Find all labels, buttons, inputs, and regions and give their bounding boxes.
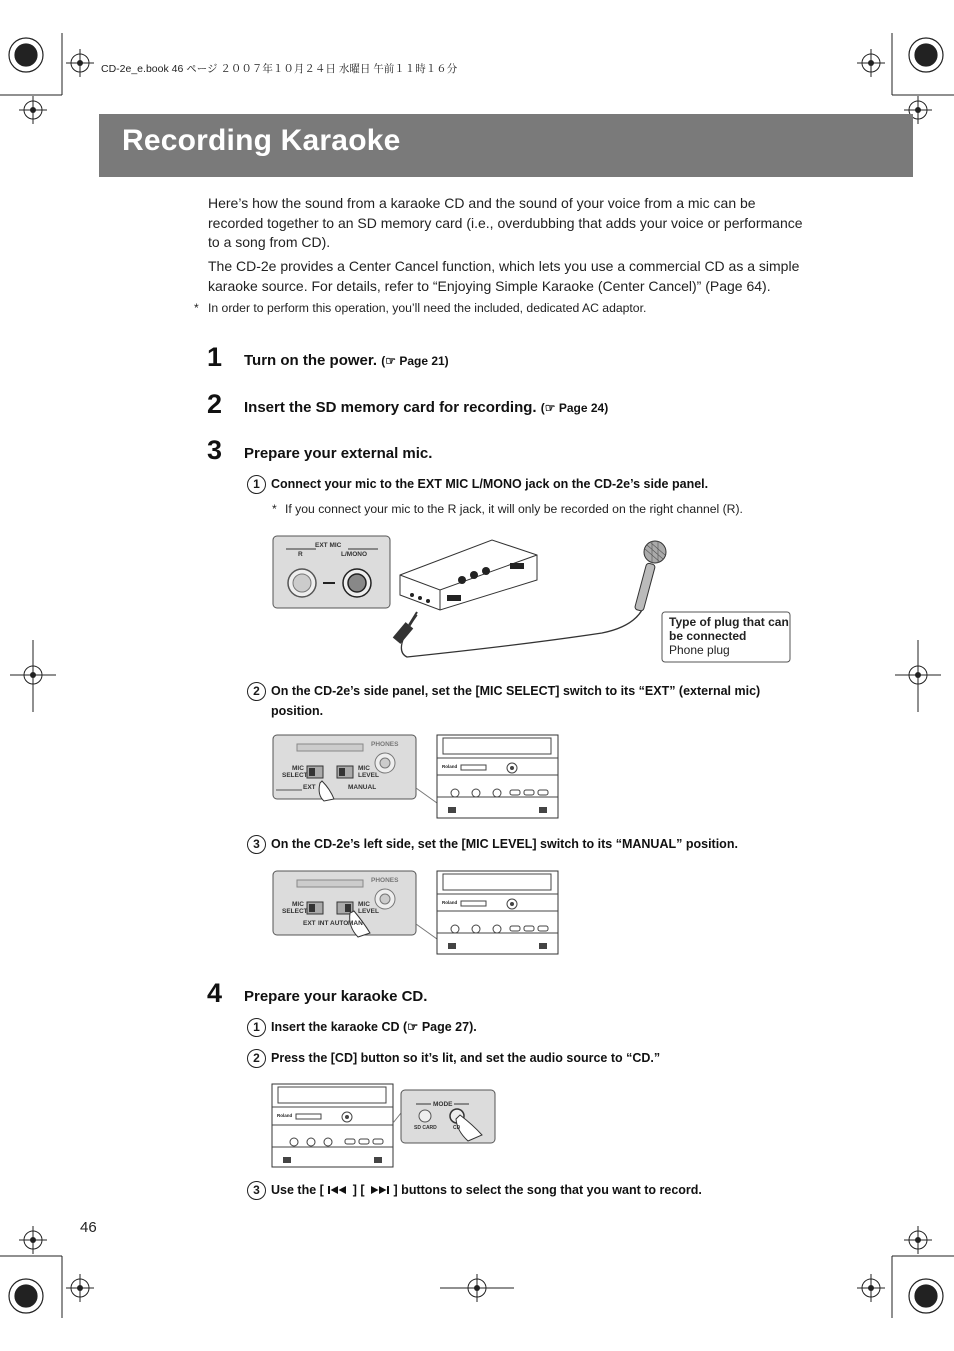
plug-callout-line2: be connected: [669, 629, 747, 643]
substep-4-2-marker: 2: [247, 1049, 266, 1068]
mode-cd-figure: [270, 1083, 500, 1169]
substep-3-1-note: If you connect your mic to the R jack, it will only be recorded on the right channel (R).: [285, 502, 743, 516]
manual-position-label: MANUAL: [348, 784, 377, 791]
mic-select-illustration: [272, 733, 562, 819]
next-track-icon: [368, 1181, 390, 1201]
sd-card-label: SD CARD: [414, 1125, 437, 1131]
substep-4-1-text: Insert the karaoke CD (☞ Page 27).: [271, 1020, 477, 1034]
mic-select-figure: [272, 733, 562, 819]
mode-cd-illustration: [270, 1083, 500, 1169]
page-title: Recording Karaoke: [122, 124, 401, 157]
step-3-number: 3: [207, 435, 223, 465]
ext-position-label: EXT: [303, 784, 316, 791]
substep-3-3-marker: 3: [247, 835, 266, 854]
step-1-number: 1: [207, 342, 223, 372]
substep-4-3-marker: 3: [247, 1181, 266, 1200]
mic-level-label-2: LEVEL: [358, 772, 379, 779]
plug-callout-line3: Phone plug: [669, 643, 730, 657]
substep-3-2-marker: 2: [247, 682, 266, 701]
step-1-page-ref[interactable]: (☞ Page 21): [381, 354, 449, 368]
substep-3-3-text: On the CD-2e’s left side, set the [MIC LEVEL] switch to its “MANUAL” position.: [271, 837, 738, 851]
mic-level-label-2b: LEVEL: [358, 908, 379, 915]
ext-mic-r-label: R: [298, 551, 303, 558]
step-2-page-ref[interactable]: (☞ Page 24): [540, 401, 609, 415]
cd-label: CD: [453, 1125, 461, 1131]
intro-note: In order to perform this operation, you’ll need the included, dedicated AC adaptor.: [208, 301, 647, 315]
device-brand-2: Roland: [442, 900, 458, 905]
step-4-number: 4: [207, 978, 223, 1008]
intro-paragraph-2: The CD-2e provides a Center Cancel function, which lets you use a commercial CD as a simple karaoke source. For details, refer to “Enjoying Simple Karaoke (Center Cancel)” (Page 64).: [208, 258, 800, 294]
step-1-label: Turn on the power.: [244, 352, 378, 369]
file-info-header: CD-2e_e.book 46 ページ ２００７年１０月２４日 水曜日 午前１１時１６分: [101, 63, 458, 75]
phones-label: PHONES: [371, 741, 399, 748]
page-number: 46: [80, 1219, 97, 1236]
intro-note-mark: *: [194, 301, 199, 315]
step-4-label: Prepare your karaoke CD.: [244, 988, 428, 1005]
substep-4-3-text-middle: ] [: [352, 1183, 365, 1197]
substep-4-3-text-after: ] buttons to select the song that you want to record.: [393, 1183, 702, 1197]
step-2-label: Insert the SD memory card for recording.: [244, 399, 537, 416]
mode-label: MODE: [433, 1101, 453, 1108]
substep-4-1-marker: 1: [247, 1018, 266, 1037]
step-1-text: [244, 352, 449, 369]
substep-3-1-text: Connect your mic to the EXT MIC L/MONO jack on the CD-2e’s side panel.: [271, 477, 709, 491]
auto-position-label: AUTO: [330, 920, 349, 927]
device-brand-3: Roland: [277, 1113, 293, 1118]
step-3-label: Prepare your external mic.: [244, 445, 433, 462]
step-2-text: [244, 399, 608, 416]
device-brand: Roland: [442, 764, 458, 769]
substep-3-1-note-mark: *: [272, 502, 277, 516]
ext-mic-l-mono-label: L/MONO: [341, 551, 367, 558]
previous-track-icon: [327, 1181, 349, 1201]
mic-level-figure: [272, 869, 562, 955]
substep-4-3-text-before: Use the [: [271, 1183, 324, 1197]
ext-mic-title: EXT MIC: [315, 542, 342, 549]
mic-level-label-1b: MIC: [358, 901, 370, 908]
plug-callout-line1: Type of plug that can: [669, 615, 789, 629]
ext-position-label-2: EXT: [303, 920, 316, 927]
mic-select-label-2b: SELECT: [282, 908, 308, 915]
phones-label-2: PHONES: [371, 877, 399, 884]
ext-mic-figure: [272, 535, 792, 665]
substep-4-3-text: [271, 1180, 702, 1201]
man-position-label: MAN: [348, 920, 363, 927]
intro-paragraph-1: Here’s how the sound from a karaoke CD and the sound of your voice from a mic can be recorded together to an SD memory card (i.e., overdubbing that adds your voice or performance to a song from CD).: [208, 195, 803, 250]
step-2-number: 2: [207, 389, 223, 419]
mic-level-illustration: [272, 869, 562, 955]
mic-select-label-1b: MIC: [292, 901, 304, 908]
mic-select-label-2: SELECT: [282, 772, 308, 779]
substep-4-2-text: Press the [CD] button so it’s lit, and set the audio source to “CD.”: [271, 1051, 661, 1065]
mic-level-label-1: MIC: [358, 765, 370, 772]
substep-3-1-marker: 1: [247, 475, 266, 494]
substep-3-2-text: On the CD-2e’s side panel, set the [MIC SELECT] switch to its “EXT” (external mic) position.: [271, 684, 761, 718]
mic-select-label-1: MIC: [292, 765, 304, 772]
int-position-label: INT: [318, 920, 329, 927]
